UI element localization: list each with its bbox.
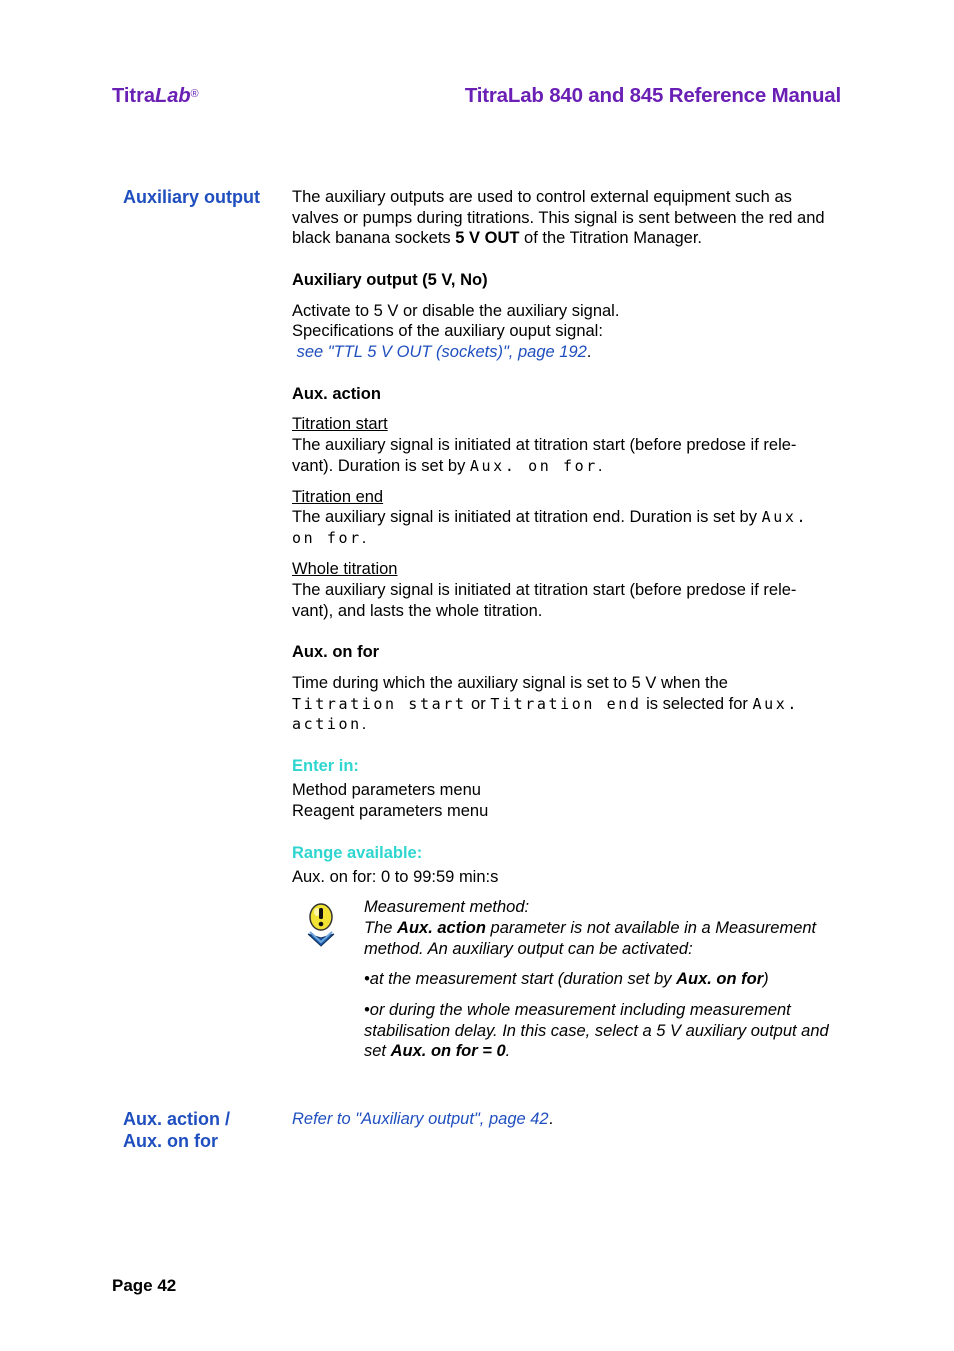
warning-exclamation-icon [300,900,342,948]
intro-text-b: of the Titration Manager. [519,229,702,247]
manual-title: TitraLab 840 and 845 Reference Manual [464,84,841,107]
brand-italic: Lab [154,85,191,107]
opt1-text-a: The auxiliary signal is initiated at titration start (before predose if rele-vant). Duration is set by [292,436,797,475]
intro-bold: 5 V OUT [455,229,520,247]
opt1-text-b: . [597,456,603,475]
section2-link-period: . [548,1110,554,1128]
param-heading-aux-action: Aux. action [292,385,381,403]
note-bold: Aux. action [397,919,486,937]
intro-text-a: The auxiliary outputs are used to control external equipment such as valves or pumps during titrations. This signal is sent between the red and black banana sockets [292,188,825,247]
option-titration-end-text [292,507,837,548]
p3-mono3: Aux. action [292,694,800,733]
param-heading-auxiliary-output: Auxiliary output (5 V, No) [292,271,488,289]
bullet1-bold: Aux. on for [676,970,764,988]
option-whole-titration-label: Whole titration [292,560,398,578]
page-number: Page 42 [112,1276,177,1295]
aux-on-for-text [292,673,837,735]
note-paragraph [364,918,844,959]
p3-text-d: . [361,715,367,733]
p3-text-a: Time during which the auxiliary signal is set to 5 V when the [292,674,728,692]
section2-title-line1: Aux. action / [123,1109,231,1129]
note-bullet1 [364,969,844,990]
p3-text-b: or [466,694,491,713]
section2-title-line2: Aux. on for [123,1131,218,1151]
opt1-mono: Aux. on for [469,456,598,475]
option-titration-start-label: Titration start [292,415,388,433]
note-text-b: parameter is not available in a Measurement method. An auxiliary output can be activated: [364,919,817,958]
section-title-aux-action-aux-on-for [123,1108,230,1152]
opt2-text-a: The auxiliary signal is initiated at titration end. Duration is set by [292,508,762,526]
opt2-text-b: . [361,528,367,547]
section2-link-line [292,1109,837,1130]
range-available-text: Aux. on for: 0 to 99:59 min:s [292,868,499,886]
brand-logo [112,86,199,107]
bullet2-bold: Aux. on for = 0 [390,1042,506,1060]
p3-mono2: Titration end [490,694,642,713]
link-period: . [586,343,592,361]
p3-mono1: Titration start [292,694,467,713]
bullet2-text-b: . [505,1042,511,1060]
enter-in-heading: Enter in: [292,757,359,775]
option-whole-titration-text: The auxiliary signal is initiated at titration start (before predose if rele-vant), and lasts the whole titration. [292,581,797,620]
intro-paragraph [292,187,837,249]
range-available-heading: Range available: [292,844,423,862]
note-text-a: The [364,919,398,937]
note-bullet2 [364,1000,844,1062]
param1-line1: Activate to 5 V or disable the auxiliary signal. [292,302,620,320]
enter-in-line1: Method parameters menu [292,781,481,799]
section-title-auxiliary-output: Auxiliary output [123,187,261,207]
brand-prefix: Titra [112,85,155,107]
option-titration-start-text [292,435,837,476]
brand-registered-mark: ® [190,88,199,100]
p3-text-c: is selected for [641,694,753,713]
param1-line2: Specifications of the auxiliary ouput signal: [292,322,603,340]
ttl-5v-out-link[interactable]: see "TTL 5 V OUT (sockets)", page 192 [296,343,587,361]
param1-link-line [292,342,837,363]
param-heading-aux-on-for: Aux. on for [292,643,380,661]
enter-in-line2: Reagent parameters menu [292,802,489,820]
note-line1: Measurement method: [364,898,530,916]
bullet1-text-a: •at the measurement start (duration set by [364,970,677,988]
bullet2-text-a: •or during the whole measurement including measurement stabilisation delay. In this case, select a 5 V auxiliary output and set [364,1001,829,1060]
auxiliary-output-link[interactable]: Refer to "Auxiliary output", page 42 [292,1110,549,1128]
bullet1-text-b: ) [763,970,769,988]
option-titration-end-label: Titration end [292,488,384,506]
opt2-mono: Aux. on for [292,508,809,547]
